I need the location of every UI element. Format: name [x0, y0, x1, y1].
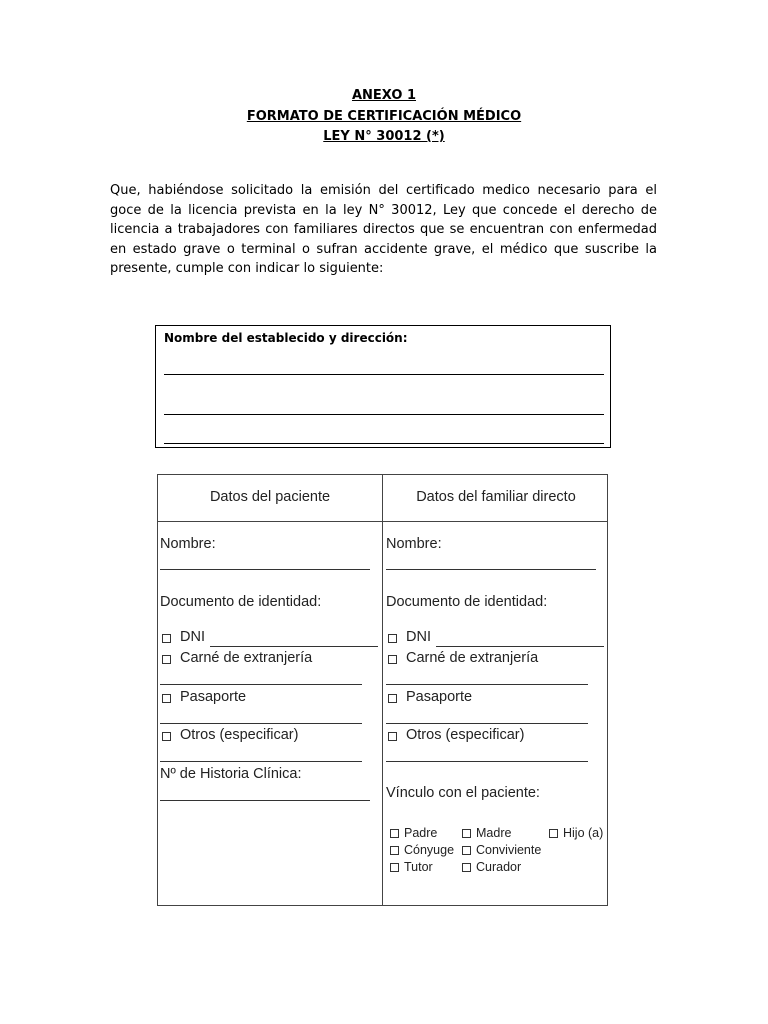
- establishment-line-2[interactable]: [164, 414, 604, 415]
- column-divider: [382, 475, 383, 905]
- clinical-history-line[interactable]: [160, 800, 370, 801]
- header-divider: [158, 521, 607, 522]
- family-id-label: Documento de identidad:: [386, 594, 548, 610]
- patient-carne-checkbox[interactable]: [162, 655, 171, 664]
- establishment-label: Nombre del establecido y dirección:: [164, 331, 408, 345]
- family-passport-line[interactable]: [386, 723, 588, 724]
- relationship-curator-label: Curador: [476, 860, 522, 874]
- relationship-child-label: Hijo (a): [563, 826, 604, 840]
- patient-carne-label: Carné de extranjería: [180, 650, 313, 666]
- family-carne-label: Carné de extranjería: [406, 650, 539, 666]
- family-other-label: Otros (especificar): [406, 727, 525, 743]
- patient-passport-line[interactable]: [160, 723, 362, 724]
- patient-other-checkbox[interactable]: [162, 732, 171, 741]
- patient-other-label: Otros (especificar): [180, 727, 299, 743]
- family-name-label: Nombre:: [386, 536, 442, 552]
- family-passport-label: Pasaporte: [406, 689, 473, 705]
- form-title: FORMATO DE CERTIFICACIÓN MÉDICO: [246, 108, 522, 124]
- family-name-line[interactable]: [386, 569, 596, 570]
- relationship-curator-checkbox[interactable]: [462, 863, 471, 872]
- clinical-history-label: Nº de Historia Clínica:: [160, 766, 302, 782]
- patient-dni-checkbox[interactable]: [162, 634, 171, 643]
- family-column-header: Datos del familiar directo: [416, 489, 576, 505]
- relationship-partner-checkbox[interactable]: [462, 846, 471, 855]
- establishment-box: [155, 325, 611, 448]
- family-other-line[interactable]: [386, 761, 588, 762]
- establishment-line-1[interactable]: [164, 374, 604, 375]
- family-other-checkbox[interactable]: [388, 732, 397, 741]
- patient-name-line[interactable]: [160, 569, 370, 570]
- family-dni-checkbox[interactable]: [388, 634, 397, 643]
- patient-dni-line[interactable]: [210, 646, 378, 647]
- relationship-father-label: Padre: [404, 826, 438, 840]
- relationship-father-checkbox[interactable]: [390, 829, 399, 838]
- law-title: LEY N° 30012 (*): [323, 129, 445, 144]
- family-dni-label: DNI: [406, 629, 431, 645]
- patient-name-label: Nombre:: [160, 536, 216, 552]
- relationship-mother-label: Madre: [476, 826, 512, 840]
- relationship-spouse-label: Cónyuge: [404, 843, 455, 857]
- patient-carne-line[interactable]: [160, 684, 362, 685]
- family-dni-line[interactable]: [436, 646, 604, 647]
- family-carne-line[interactable]: [386, 684, 588, 685]
- relationship-partner-label: Conviviente: [476, 843, 542, 857]
- relationship-guardian-label: Tutor: [404, 860, 433, 874]
- data-table: [157, 474, 608, 906]
- relationship-label: Vínculo con el paciente:: [386, 785, 540, 801]
- relationship-mother-checkbox[interactable]: [462, 829, 471, 838]
- relationship-spouse-checkbox[interactable]: [390, 846, 399, 855]
- patient-passport-label: Pasaporte: [180, 689, 247, 705]
- document-header: [0, 86, 768, 148]
- annex-title: ANEXO 1: [351, 88, 416, 103]
- patient-other-line[interactable]: [160, 761, 362, 762]
- relationship-child-checkbox[interactable]: [549, 829, 558, 838]
- family-carne-checkbox[interactable]: [388, 655, 397, 664]
- patient-column-header: Datos del paciente: [209, 489, 331, 505]
- patient-id-label: Documento de identidad:: [160, 594, 322, 610]
- relationship-guardian-checkbox[interactable]: [390, 863, 399, 872]
- patient-passport-checkbox[interactable]: [162, 694, 171, 703]
- family-passport-checkbox[interactable]: [388, 694, 397, 703]
- establishment-line-3[interactable]: [164, 443, 604, 444]
- patient-dni-label: DNI: [180, 629, 205, 645]
- intro-paragraph: Que, habiéndose solicitado la emisión del certificado medico necesario para el goce de la licencia prevista en la ley N° 30012, Ley que concede el derecho de licencia a trabajadores con familiares directos que se encuentran con enfermedad en estado grave o terminal o sufran accidente grave, el médico que suscribe la presente, cumple con indicar lo siguiente:: [110, 183, 657, 276]
